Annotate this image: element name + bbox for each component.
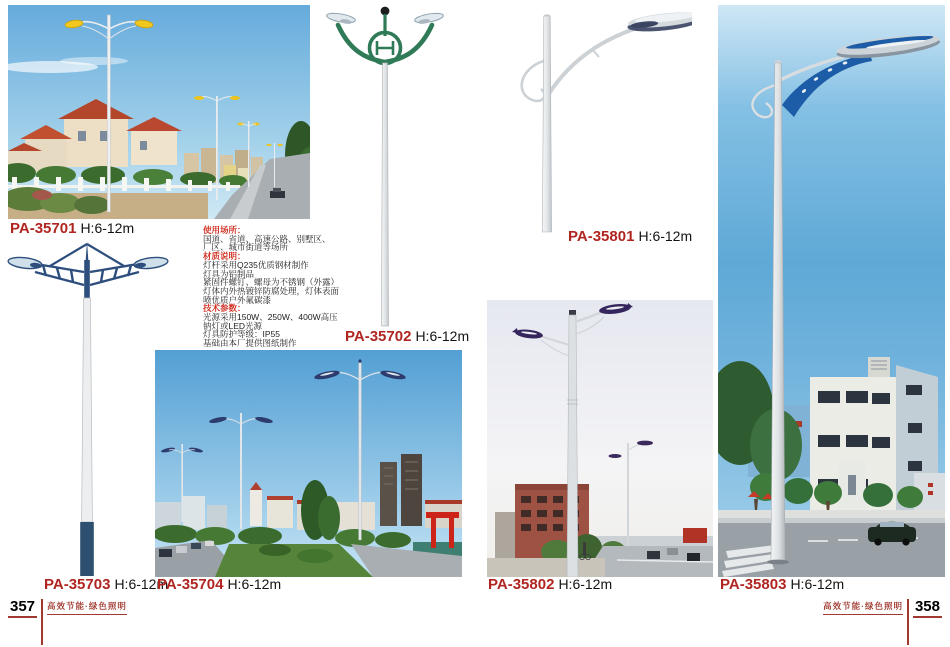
footer-right: [823, 599, 942, 645]
footer-slogan-right: 高效节能·绿色照明: [823, 599, 903, 615]
height-spec: H:6-12m: [415, 328, 470, 344]
spec-section-title: 材质说明：: [203, 251, 246, 262]
spec-line: 国道、省道、高速公路、别墅区、: [203, 233, 331, 244]
product-image-pa-35703: [6, 238, 170, 578]
height-spec: H:6-12m: [638, 228, 693, 244]
model-number: PA-35704: [157, 576, 224, 593]
page-number-right: 358: [913, 599, 942, 618]
height-spec: H:6-12m: [114, 576, 169, 592]
product-label-pa-35801: [568, 228, 692, 245]
spec-line: 光源采用150W、250W、400W高压: [203, 312, 338, 323]
lamp-arms: [326, 7, 444, 64]
height-spec: H:6-12m: [790, 576, 845, 592]
spec-line: 喷优质户外氟碳漆: [203, 294, 272, 305]
model-number: PA-35703: [44, 576, 111, 593]
model-number: PA-35702: [345, 328, 412, 345]
product-image-pa-35704: [155, 350, 462, 577]
lamp-head: [626, 10, 692, 35]
spec-line: 紧固件螺钉、螺母为不锈钢（外露）: [203, 277, 340, 288]
spec-text-block: [203, 226, 393, 348]
footer-slogan-left: 高效节能·绿色照明: [47, 599, 127, 615]
spec-line: 灯具为铝制品: [203, 268, 255, 279]
page-number-left: 357: [8, 599, 37, 618]
model-number: PA-35701: [10, 220, 77, 237]
height-spec: H:6-12m: [80, 220, 135, 236]
product-image-pa-35802: [487, 300, 713, 577]
spec-line: 灯体内外热镀锌防腐处理，灯体表面: [203, 285, 340, 296]
lamp-pole: [82, 298, 93, 522]
product-label-pa-35704: [157, 576, 281, 593]
product-label-pa-35701: [10, 220, 134, 237]
product-label-pa-35802: [488, 576, 612, 593]
model-number: PA-35801: [568, 228, 635, 245]
lamp-arms: [30, 241, 144, 298]
spec-section-title: 技术参数：: [203, 303, 246, 314]
product-label-pa-35803: [720, 576, 844, 593]
footer-divider: [41, 599, 43, 645]
spec-line: 灯具防护等级：IP55: [203, 329, 280, 340]
model-number: PA-35802: [488, 576, 555, 593]
height-spec: H:6-12m: [227, 576, 282, 592]
height-spec: H:6-12m: [558, 576, 613, 592]
spec-line: 钠灯或LED光源: [203, 320, 263, 331]
product-image-pa-35701: [8, 5, 310, 219]
model-number: PA-35803: [720, 576, 787, 593]
spec-line: 厂区、城市街道等场所: [203, 242, 289, 253]
footer-divider: [907, 599, 909, 645]
spec-line: 基础由本厂提供图纸制作: [203, 338, 297, 349]
footer-left: [8, 599, 127, 645]
spec-line: 灯杆采用Q235优质钢材制作: [203, 259, 309, 270]
spec-section-title: 使用场所：: [203, 225, 246, 235]
lamp-pole: [542, 16, 551, 232]
pole-base: [80, 522, 94, 576]
product-image-pa-35803: [718, 5, 945, 577]
product-label-pa-35703: [44, 576, 168, 593]
product-image-pa-35801: [492, 2, 692, 234]
lamp-arm: [522, 25, 646, 101]
